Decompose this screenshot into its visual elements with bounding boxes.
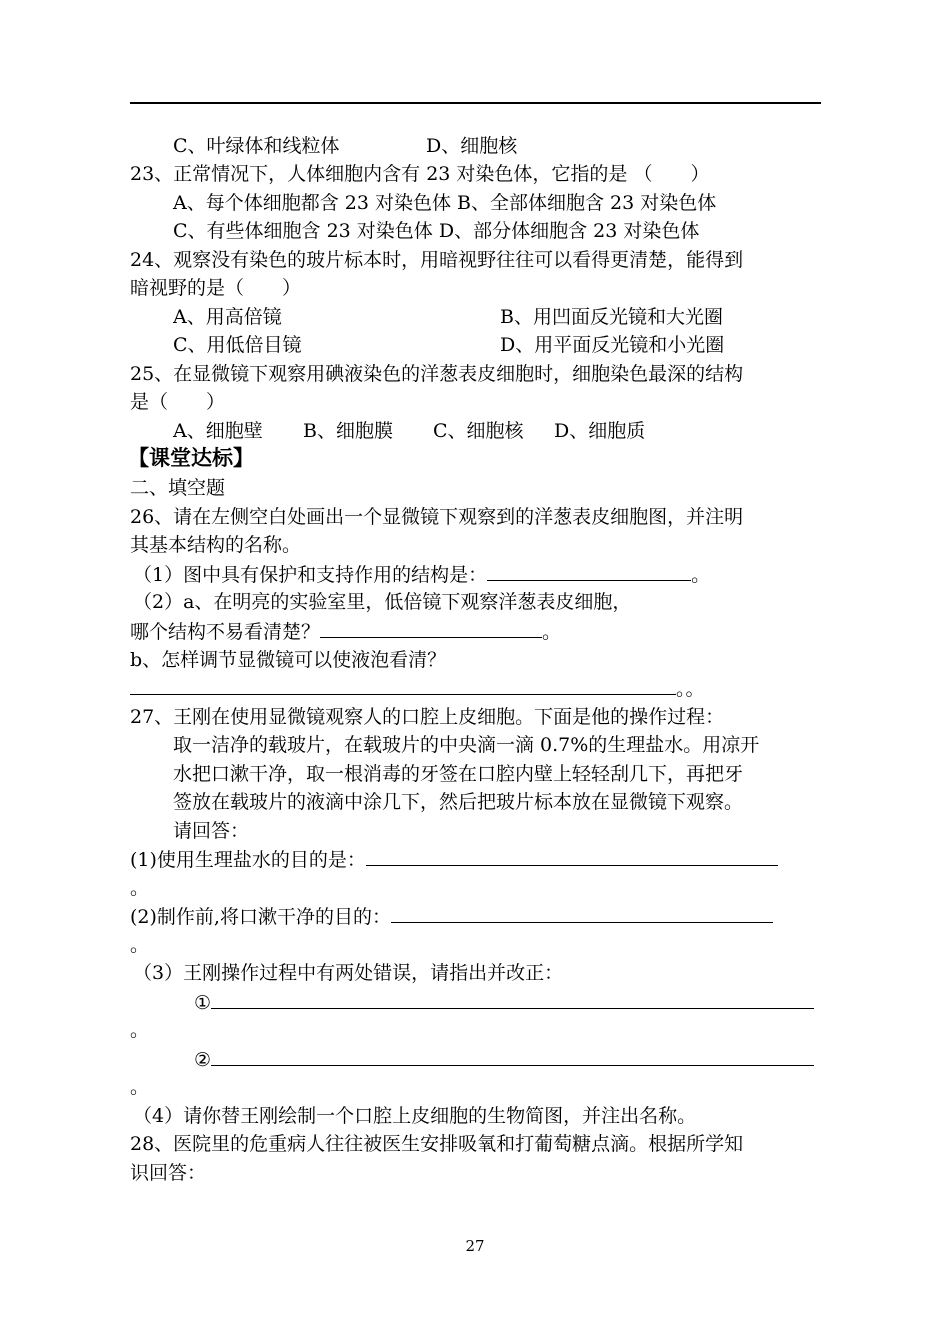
q22-option-c: C、叶绿体和线粒体 [173,135,340,157]
q26-part2c-end-mark: 。。 [676,678,705,700]
q27-part1-answer-blank[interactable] [366,847,778,866]
q27-part1 [130,847,778,872]
q27-part3-error2-end-mark: 。 [130,1076,150,1098]
q27-part4: （4）请你替王刚绘制一个口腔上皮细胞的生物简图，并注出名称。 [133,1105,697,1127]
page-number: 27 [465,1237,485,1255]
q22-option-d: D、细胞核 [426,135,518,157]
q24-stem-line2: 暗视野的是（ ） [130,277,302,299]
q26-stem-line2: 其基本结构的名称。 [130,534,302,556]
q25-stem-line2: 是（ ） [130,391,226,413]
q27-part3-error1-end-mark: 。 [130,1019,150,1041]
q27-part3-error2-blank[interactable] [211,1047,814,1066]
q27-part3-error1 [194,990,814,1015]
q28-stem-line2: 识回答： [130,1162,207,1184]
q24-option-a: A、用高倍镜 [173,306,282,328]
q23-options-cd: C、有些体细胞含 23 对染色体 D、部分体细胞含 23 对染色体 [173,220,700,242]
section-subheading: 二、填空题 [130,477,226,499]
q27-description-line1: 取一洁净的载玻片，在载玻片的中央滴一滴 0.7%的生理盐水。用凉开 [173,734,760,756]
q26-part2c-answer-blank[interactable] [130,676,676,695]
q25-stem-line1: 25、在显微镜下观察用碘液染色的洋葱表皮细胞时，细胞染色最深的结构 [130,363,744,385]
q23-stem: 23、正常情况下，人体细胞内含有 23 对染色体，它指的是 （ ） [130,163,710,185]
q27-part3: （3）王刚操作过程中有两处错误，请指出并改正： [133,962,564,984]
q27-description-line4: 请回答： [173,820,250,842]
q26-stem-line1: 26、请在左侧空白处画出一个显微镜下观察到的洋葱表皮细胞图，并注明 [130,506,744,528]
q25-option-b: B、细胞膜 [303,420,393,442]
q26-part2a: （2）a、在明亮的实验室里，低倍镜下观察洋葱表皮细胞， [133,591,632,613]
q26-part2c: b、怎样调节显微镜可以使液泡看清？ [130,649,447,671]
q27-part2-answer-blank[interactable] [391,904,773,923]
q25-option-a: A、细胞壁 [173,420,263,442]
q26-part2c-answer-line [130,676,705,701]
q23-options-ab: A、每个体细胞都含 23 对染色体 B、全部体细胞含 23 对染色体 [173,192,717,214]
q28-stem-line1: 28、医院里的危重病人往往被医生安排吸氧和打葡萄糖点滴。根据所学知 [130,1133,744,1155]
q27-part3-error2 [194,1047,814,1072]
section-heading: 【课堂达标】 [128,446,254,470]
header-rule [130,102,821,104]
q27-description-line2: 水把口漱干净，取一根消毒的牙签在口腔内壁上轻轻刮几下，再把牙 [173,763,744,785]
q24-option-b: B、用凹面反光镜和大光圈 [500,306,723,328]
q27-part1-end-mark: 。 [130,877,150,899]
q26-part1 [133,562,710,587]
q25-option-c: C、细胞核 [433,420,524,442]
q27-part2 [130,904,773,929]
q27-stem: 27、王刚在使用显微镜观察人的口腔上皮细胞。下面是他的操作过程： [130,706,725,728]
q26-part1-answer-blank[interactable] [487,562,691,581]
q26-part1-end-mark: 。 [691,564,711,586]
q27-part3-error1-blank[interactable] [211,990,814,1009]
q26-part2b [130,619,561,644]
q27-part3-mark1: ① [194,992,212,1014]
q24-option-c: C、用低倍目镜 [173,334,302,356]
q24-option-d: D、用平面反光镜和小光圈 [500,334,725,356]
q27-part2-end-mark: 。 [130,934,150,956]
q26-part1-label: （1）图中具有保护和支持作用的结构是： [133,564,488,586]
q27-part2-label: (2)制作前,将口漱干净的目的： [130,906,391,928]
q27-part1-label: (1)使用生理盐水的目的是： [130,849,366,871]
q25-option-d: D、细胞质 [554,420,646,442]
q26-part2b-label: 哪个结构不易看清楚？ [130,621,321,643]
q27-part3-mark2: ② [194,1049,212,1071]
q27-description-line3: 签放在载玻片的液滴中涂几下，然后把玻片标本放在显微镜下观察。 [173,791,744,813]
q24-stem-line1: 24、观察没有染色的玻片标本时，用暗视野往往可以看得更清楚，能得到 [130,249,744,271]
q26-part2b-end-mark: 。 [542,621,562,643]
q26-part2b-answer-blank[interactable] [320,619,542,638]
